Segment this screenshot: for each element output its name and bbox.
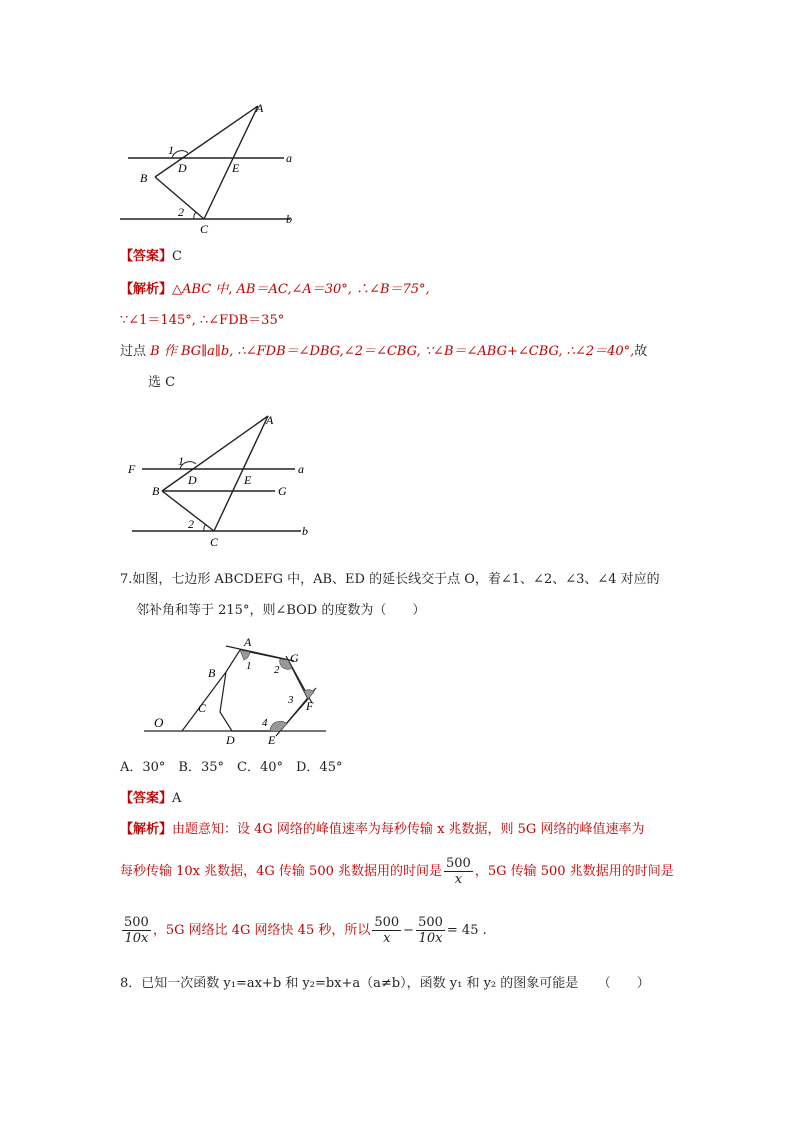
label-D: D: [178, 161, 187, 175]
angle-3-mark: [304, 690, 314, 699]
label-C: C: [198, 701, 207, 715]
label-B: B: [208, 666, 216, 680]
label-G: G: [278, 484, 287, 498]
label-2: 2: [188, 517, 194, 531]
fraction-500-over-10x: [416, 915, 445, 946]
label-b: b: [286, 212, 292, 226]
label-b: b: [302, 524, 308, 538]
label-O: O: [154, 715, 164, 730]
label-G: G: [290, 651, 299, 665]
q6-answer: [120, 248, 182, 266]
fraction-numerator: 500: [374, 915, 400, 930]
minus-sign: −: [403, 923, 415, 938]
label-1: 1: [168, 143, 174, 157]
analysis-text: △ABC 中, AB＝AC,∠A＝30°, ∴∠B＝75°,: [172, 282, 430, 297]
angle-2-arc: [194, 212, 196, 219]
fraction-numerator: 500: [124, 915, 149, 930]
label-E: E: [268, 733, 276, 747]
fraction-500-over-10x: [122, 915, 151, 946]
fraction-500-over-x: [372, 915, 401, 946]
angle-2-arc: [204, 524, 206, 531]
fraction-denominator: x: [454, 872, 463, 887]
answer-tag: 【答案】: [120, 249, 173, 264]
label-B: B: [152, 484, 160, 498]
label-B: B: [140, 171, 148, 185]
analysis-text-b: ，5G 传输 500 兆数据用的时间是: [474, 864, 674, 879]
figure-2-triangle: [120, 410, 320, 550]
analysis-tag: 【解析】: [120, 822, 173, 837]
label-a: a: [286, 151, 292, 165]
label-F: F: [128, 462, 136, 476]
label-D: D: [188, 473, 197, 487]
fraction-denominator: 10x: [124, 931, 149, 946]
label-2: 2: [274, 664, 280, 676]
label-3: 3: [288, 694, 294, 706]
figure-3-heptagon: [140, 630, 335, 750]
q7-analysis-line-1: [120, 821, 644, 839]
q7-analysis-line-3: [120, 915, 487, 946]
answer-value: C: [172, 249, 182, 264]
segment-ac: [204, 106, 258, 219]
label-1: 1: [178, 454, 184, 468]
fraction-500-over-x: [444, 856, 473, 887]
analysis-prefix: 过点: [120, 344, 151, 359]
angle-1-arc: [172, 151, 188, 158]
answer-tag: 【答案】: [120, 791, 173, 806]
label-D: D: [226, 733, 235, 747]
figure-1-triangle: [118, 100, 308, 238]
label-4: 4: [262, 717, 268, 729]
label-1: 1: [246, 660, 252, 672]
q6-analysis-line-2: ∵∠1＝145°, ∴∠FDB＝35°: [120, 313, 285, 328]
analysis-tag: 【解析】: [120, 282, 173, 297]
fraction-denominator: x: [383, 931, 391, 946]
analysis-text: 由题意知：设 4G 网络的峰值速率为每秒传输 x 兆数据，则 5G 网络的峰值速率为: [172, 822, 645, 837]
analysis-body: B 作 BG∥a∥b, ∴∠FDB＝∠DBG,∠2＝∠CBG, ∵∠B＝∠ABG+∠CBG, ∴∠2＝40°,: [150, 344, 635, 359]
q6-analysis-line-3: [120, 343, 647, 361]
equation-result: = 45 .: [446, 923, 487, 938]
ext-ag: [226, 646, 294, 661]
analysis-text-a: ，5G 网络比 4G 网络快 45 秒，所以: [152, 923, 371, 938]
q6-analysis-line-4: 选 C: [148, 375, 176, 390]
q7-question-line-1: 7.如图，七边形 ABCDEFG 中，AB、ED 的延长线交于点 O，着∠1、∠2、∠3、∠4 对应的: [120, 572, 660, 587]
answer-value: A: [172, 791, 182, 806]
segment-ac: [214, 416, 268, 531]
segment-ab: [155, 106, 258, 177]
fraction-numerator: 500: [446, 856, 471, 871]
label-C: C: [210, 535, 219, 549]
label-A: A: [244, 635, 252, 649]
q6-analysis-line-1: [120, 281, 430, 299]
label-a: a: [298, 462, 304, 476]
label-E: E: [244, 473, 252, 487]
angle-4-mark: [270, 721, 287, 731]
q8-question: 8．已知一次函数 y₁=ax+b 和 y₂=bx+a（a≠b），函数 y₁ 和 y₂ 的图象可能是 （ ）: [120, 976, 650, 991]
label-2: 2: [178, 205, 184, 219]
q7-answer: [120, 790, 181, 808]
label-E: E: [232, 161, 240, 175]
label-F: F: [306, 699, 314, 713]
label-A: A: [266, 413, 274, 427]
q7-options: A．30° B．35° C．40° D．45°: [120, 760, 343, 775]
fraction-denominator: 10x: [418, 931, 443, 946]
analysis-suffix: 故: [634, 344, 648, 359]
q7-question-line-2: 邻补角和等于 215°，则∠BOD 的度数为（ ）: [136, 603, 426, 618]
analysis-text-a: 每秒传输 10x 兆数据，4G 传输 500 兆数据用的时间是: [120, 864, 443, 879]
q7-analysis-line-2: [120, 856, 674, 887]
fraction-numerator: 500: [418, 915, 443, 930]
angle-1-mark: [240, 650, 250, 660]
label-A: A: [256, 101, 264, 115]
label-C: C: [200, 222, 209, 236]
